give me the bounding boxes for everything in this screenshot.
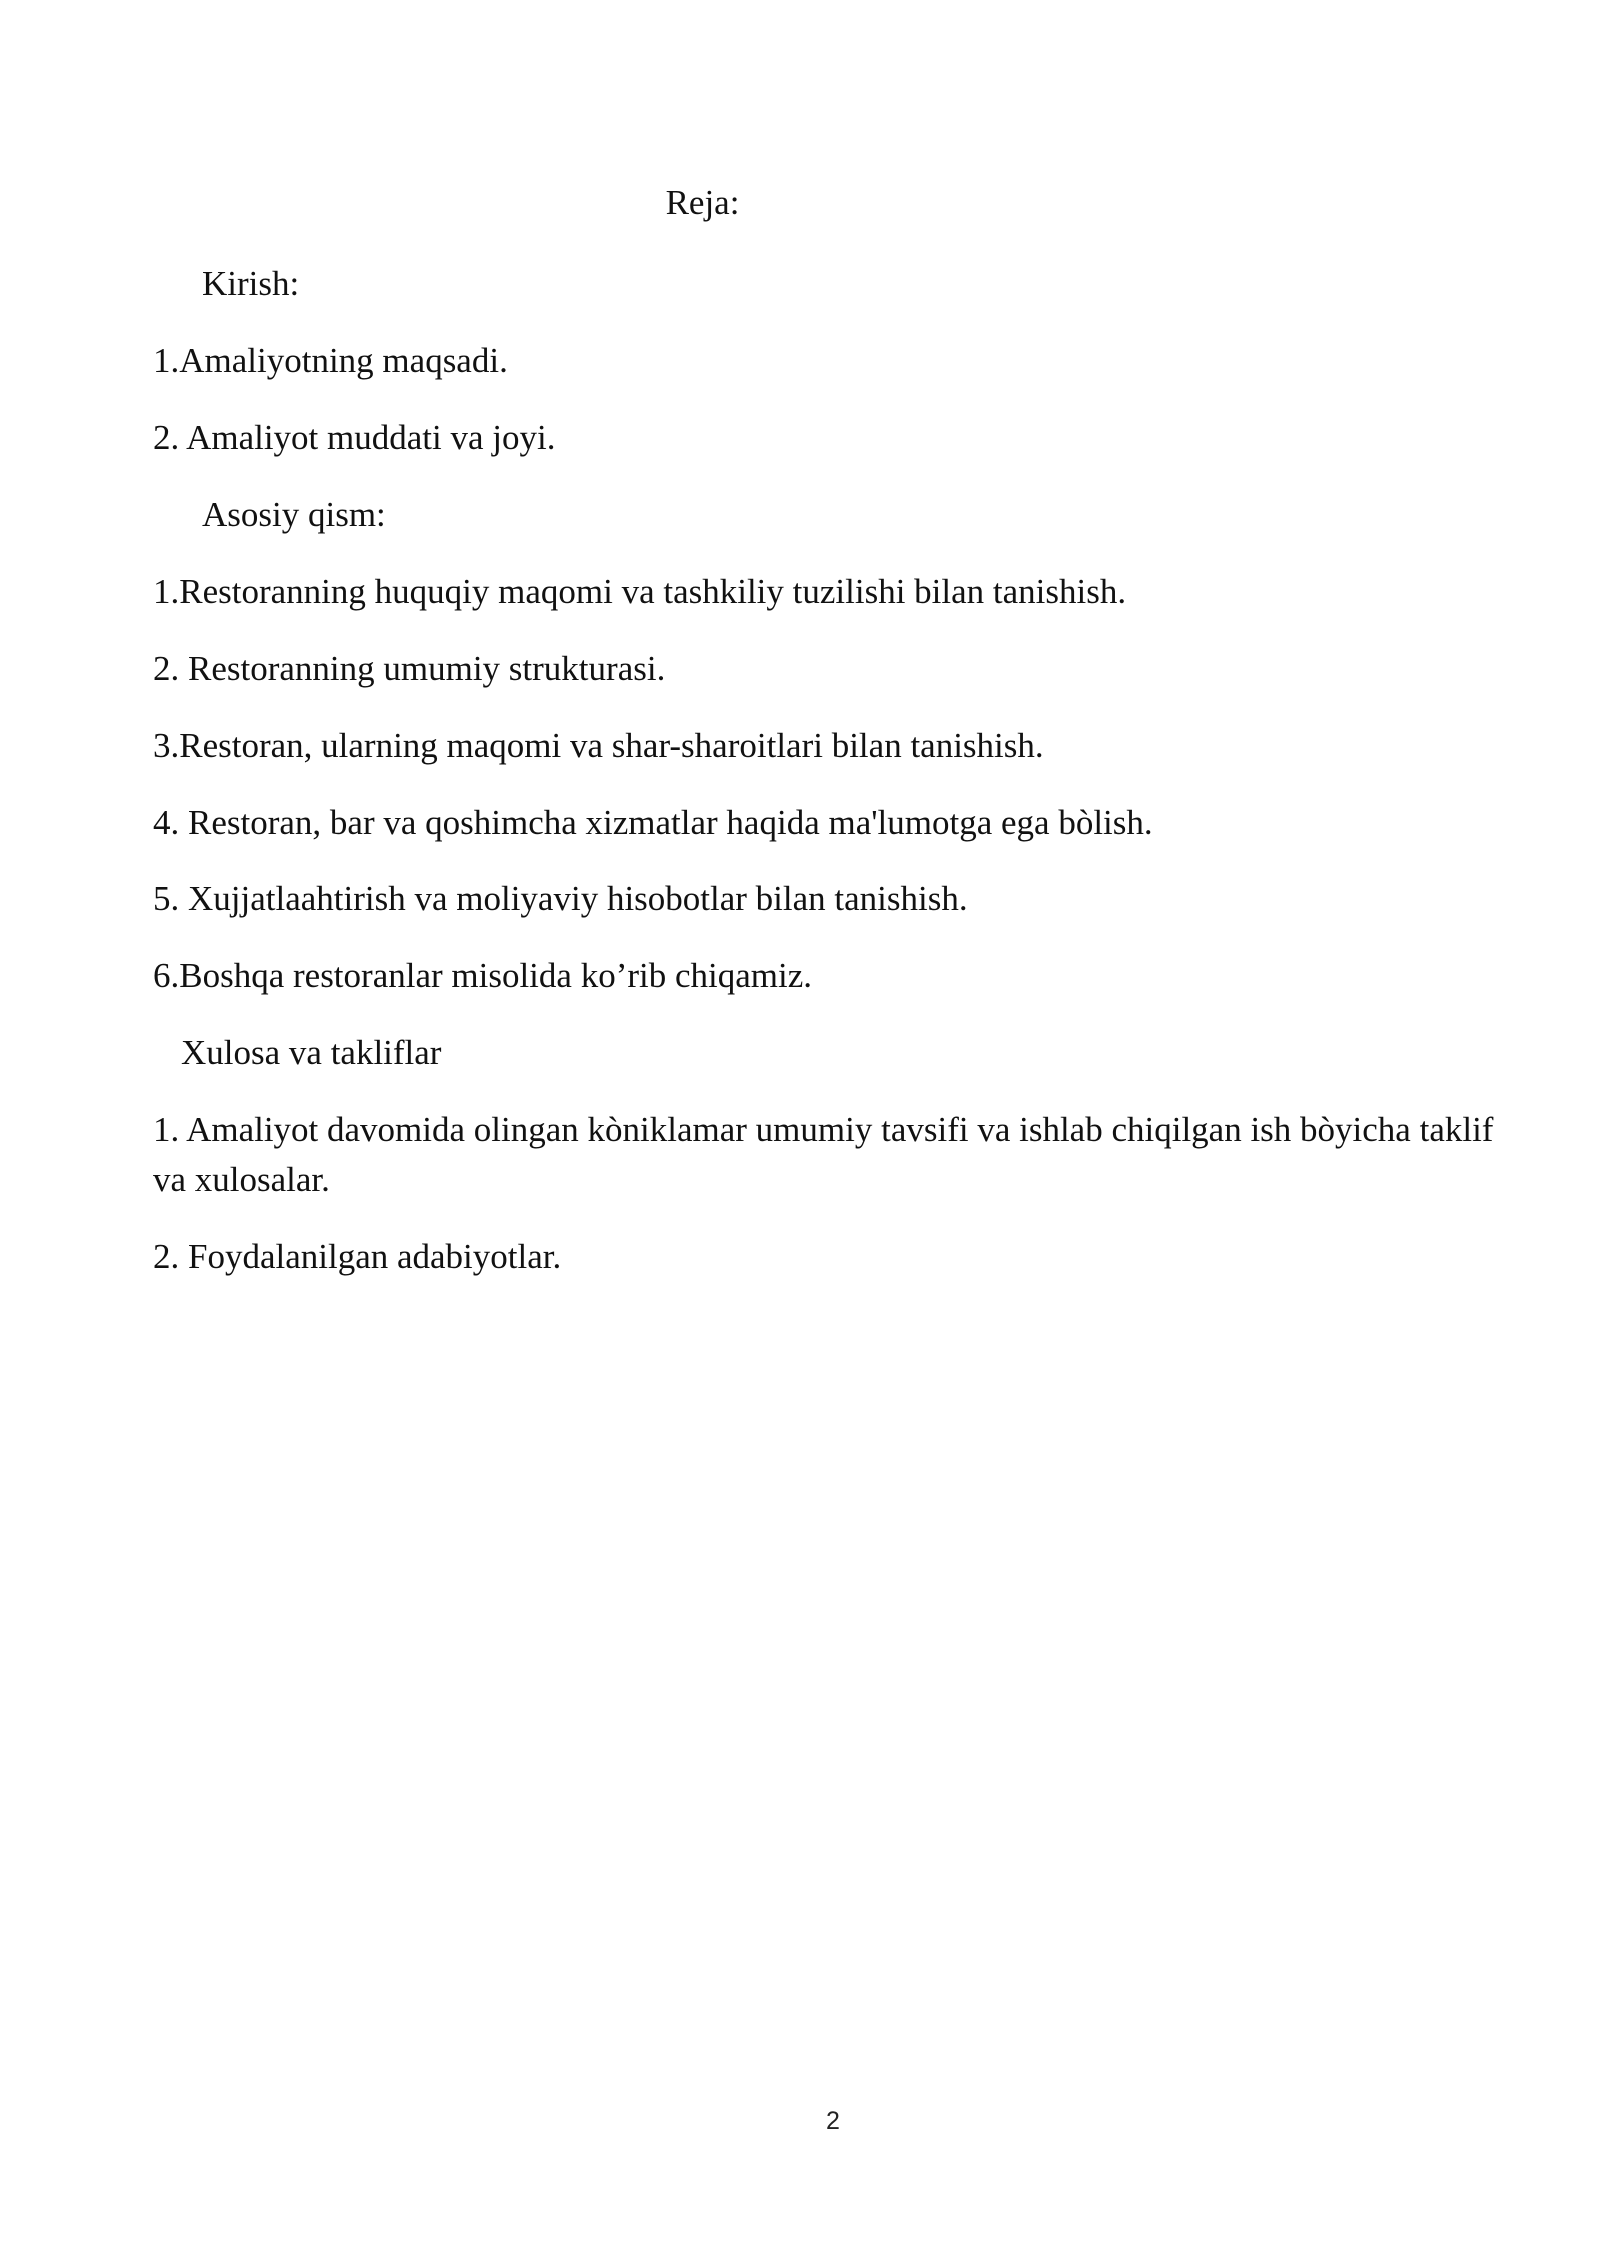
main-item-6: 6.Boshqa restoranlar misolida ko’rib chiqamiz.	[153, 956, 813, 995]
main-section-heading: Asosiy qism:	[202, 495, 386, 534]
main-item-3: 3.Restoran, ularning maqomi va shar-sharoitlari bilan tanishish.	[153, 726, 1044, 765]
main-item-2: 2. Restoranning umumiy strukturasi.	[153, 649, 666, 688]
main-item-1: 1.Restoranning huquqiy maqomi va tashkiliy tuzilishi bilan tanishish.	[153, 572, 1127, 611]
introduction-heading: Kirish:	[202, 264, 300, 303]
page-number: 2	[826, 2107, 840, 2135]
conclusion-item-2: 2. Foydalanilgan adabiyotlar.	[153, 1237, 562, 1276]
page-title: Reja:	[665, 183, 740, 222]
main-item-5: 5. Xujjatlaahtirish va moliyaviy hisobotlar bilan tanishish.	[153, 879, 968, 918]
main-item-4: 4. Restoran, bar va qoshimcha xizmatlar haqida ma'lumotga ega bòlish.	[153, 803, 1153, 842]
introduction-item-2: 2. Amaliyot muddati va joyi.	[153, 418, 556, 457]
introduction-item-1: 1.Amaliyotning maqsadi.	[153, 341, 508, 380]
conclusion-heading: Xulosa va takliflar	[181, 1033, 442, 1072]
conclusion-item-1: 1. Amaliyot davomida olingan kòniklamar umumiy tavsifi va ishlab chiqilgan ish bòyicha taklif va xulosalar.	[153, 1110, 1494, 1199]
